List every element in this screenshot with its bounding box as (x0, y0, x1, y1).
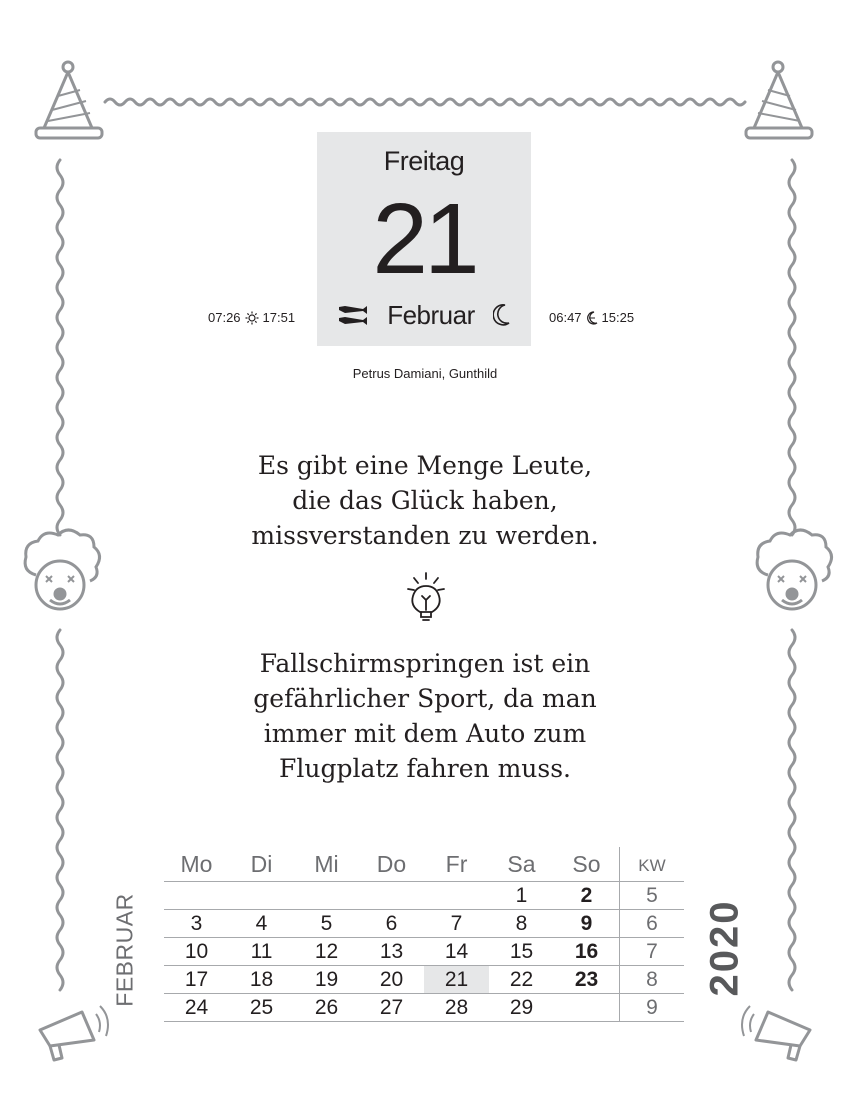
quote-first (175, 448, 675, 553)
header-do: Do (376, 850, 407, 877)
quote-line: die das Glück haben, (292, 486, 558, 515)
sun-times (208, 310, 295, 325)
moon-phase-icon (586, 311, 598, 325)
calendar-week-row (164, 966, 684, 994)
moonrise-time: 06:47 (549, 310, 582, 325)
header-fr: Fr (445, 850, 468, 877)
calendar-day: 26 (294, 994, 359, 1022)
calendar-day: 7 (424, 910, 489, 938)
sunset-time: 17:51 (262, 310, 296, 325)
calendar-week-number: 9 (620, 994, 685, 1022)
calendar-day: 28 (424, 994, 489, 1022)
calendar-day: 22 (489, 966, 554, 994)
calendar-day: 4 (229, 910, 294, 938)
month-calendar (164, 847, 684, 1022)
header-so: So (572, 850, 601, 877)
quote-line: immer mit dem Auto zum (263, 719, 587, 748)
calendar-day-sunday (554, 994, 620, 1022)
month-name: Februar (387, 299, 475, 330)
calendar-header-row (164, 847, 684, 882)
calendar-day: 12 (294, 938, 359, 966)
calendar-week-number: 6 (620, 910, 685, 938)
calendar-day: 13 (359, 938, 424, 966)
weekday-label: Freitag (383, 146, 465, 176)
vertical-month-label-box (108, 893, 142, 1007)
header-kw: KW (620, 847, 685, 882)
sun-icon (245, 311, 259, 325)
quote-line: Fallschirmspringen ist ein (259, 649, 591, 678)
lightbulb-icon (408, 573, 444, 620)
calendar-day-sunday: 2 (554, 882, 620, 910)
calendar-day: 29 (489, 994, 554, 1022)
calendar-day: 11 (229, 938, 294, 966)
left-wave-border-upper (57, 160, 63, 535)
clown-face-right-icon (757, 530, 831, 609)
calendar-week-number: 8 (620, 966, 685, 994)
calendar-day: 5 (294, 910, 359, 938)
right-wave-border-upper (789, 160, 795, 535)
quote-line: gefährlicher Sport, da man (253, 684, 597, 713)
megaphone-left-icon (40, 1006, 108, 1060)
calendar-day (359, 882, 424, 910)
calendar-day: 24 (164, 994, 229, 1022)
party-hat-left-icon (36, 62, 102, 138)
calendar-week-row (164, 994, 684, 1022)
calendar-day: 1 (489, 882, 554, 910)
calendar-day-sunday: 23 (554, 966, 620, 994)
moonset-time: 15:25 (601, 310, 635, 325)
calendar-day: 8 (489, 910, 554, 938)
calendar-week-number: 5 (620, 882, 685, 910)
calendar-day-today: 21 (424, 966, 489, 994)
vertical-year-label: 2020 (702, 899, 747, 996)
calendar-day: 25 (229, 994, 294, 1022)
quote-line: missverstanden zu werden. (251, 521, 599, 550)
calendar-day (229, 882, 294, 910)
name-days: Petrus Damiani, Gunthild (352, 366, 498, 381)
pisces-icon (337, 303, 369, 327)
calendar-day: 6 (359, 910, 424, 938)
moon-times (549, 310, 634, 325)
calendar-day-sunday: 16 (554, 938, 620, 966)
quote-line: Flugplatz fahren muss. (279, 754, 571, 783)
calendar-day: 18 (229, 966, 294, 994)
calendar-day: 14 (424, 938, 489, 966)
crescent-moon-icon (493, 303, 511, 327)
party-hat-right-icon (746, 62, 812, 138)
clown-face-left-icon (25, 530, 99, 609)
calendar-day (164, 882, 229, 910)
header-di: Di (250, 850, 273, 877)
quote-line: Es gibt eine Menge Leute, (257, 451, 593, 480)
month-row (337, 298, 511, 332)
calendar-day (424, 882, 489, 910)
sunrise-time: 07:26 (208, 310, 241, 325)
quote-second (175, 646, 675, 786)
calendar-day: 15 (489, 938, 554, 966)
date-box (317, 132, 531, 346)
calendar-day: 17 (164, 966, 229, 994)
calendar-week-number: 7 (620, 938, 685, 966)
calendar-day (294, 882, 359, 910)
header-mo: Mo (180, 850, 213, 877)
left-wave-border-lower (57, 630, 63, 990)
calendar-day-sunday: 9 (554, 910, 620, 938)
calendar-day: 10 (164, 938, 229, 966)
calendar-day: 20 (359, 966, 424, 994)
header-mi: Mi (314, 850, 339, 877)
vertical-year-label-box (700, 895, 750, 1000)
calendar-week-row (164, 938, 684, 966)
calendar-week-row (164, 882, 684, 910)
header-sa: Sa (507, 850, 536, 877)
right-wave-border-lower (789, 630, 795, 990)
megaphone-right-icon (742, 1006, 810, 1060)
day-number: 21 (372, 183, 476, 295)
calendar-week-row (164, 910, 684, 938)
vertical-month-label: FEBRUAR (111, 893, 138, 1007)
calendar-day: 19 (294, 966, 359, 994)
calendar-day: 27 (359, 994, 424, 1022)
calendar-day: 3 (164, 910, 229, 938)
top-wave-border (105, 99, 745, 105)
